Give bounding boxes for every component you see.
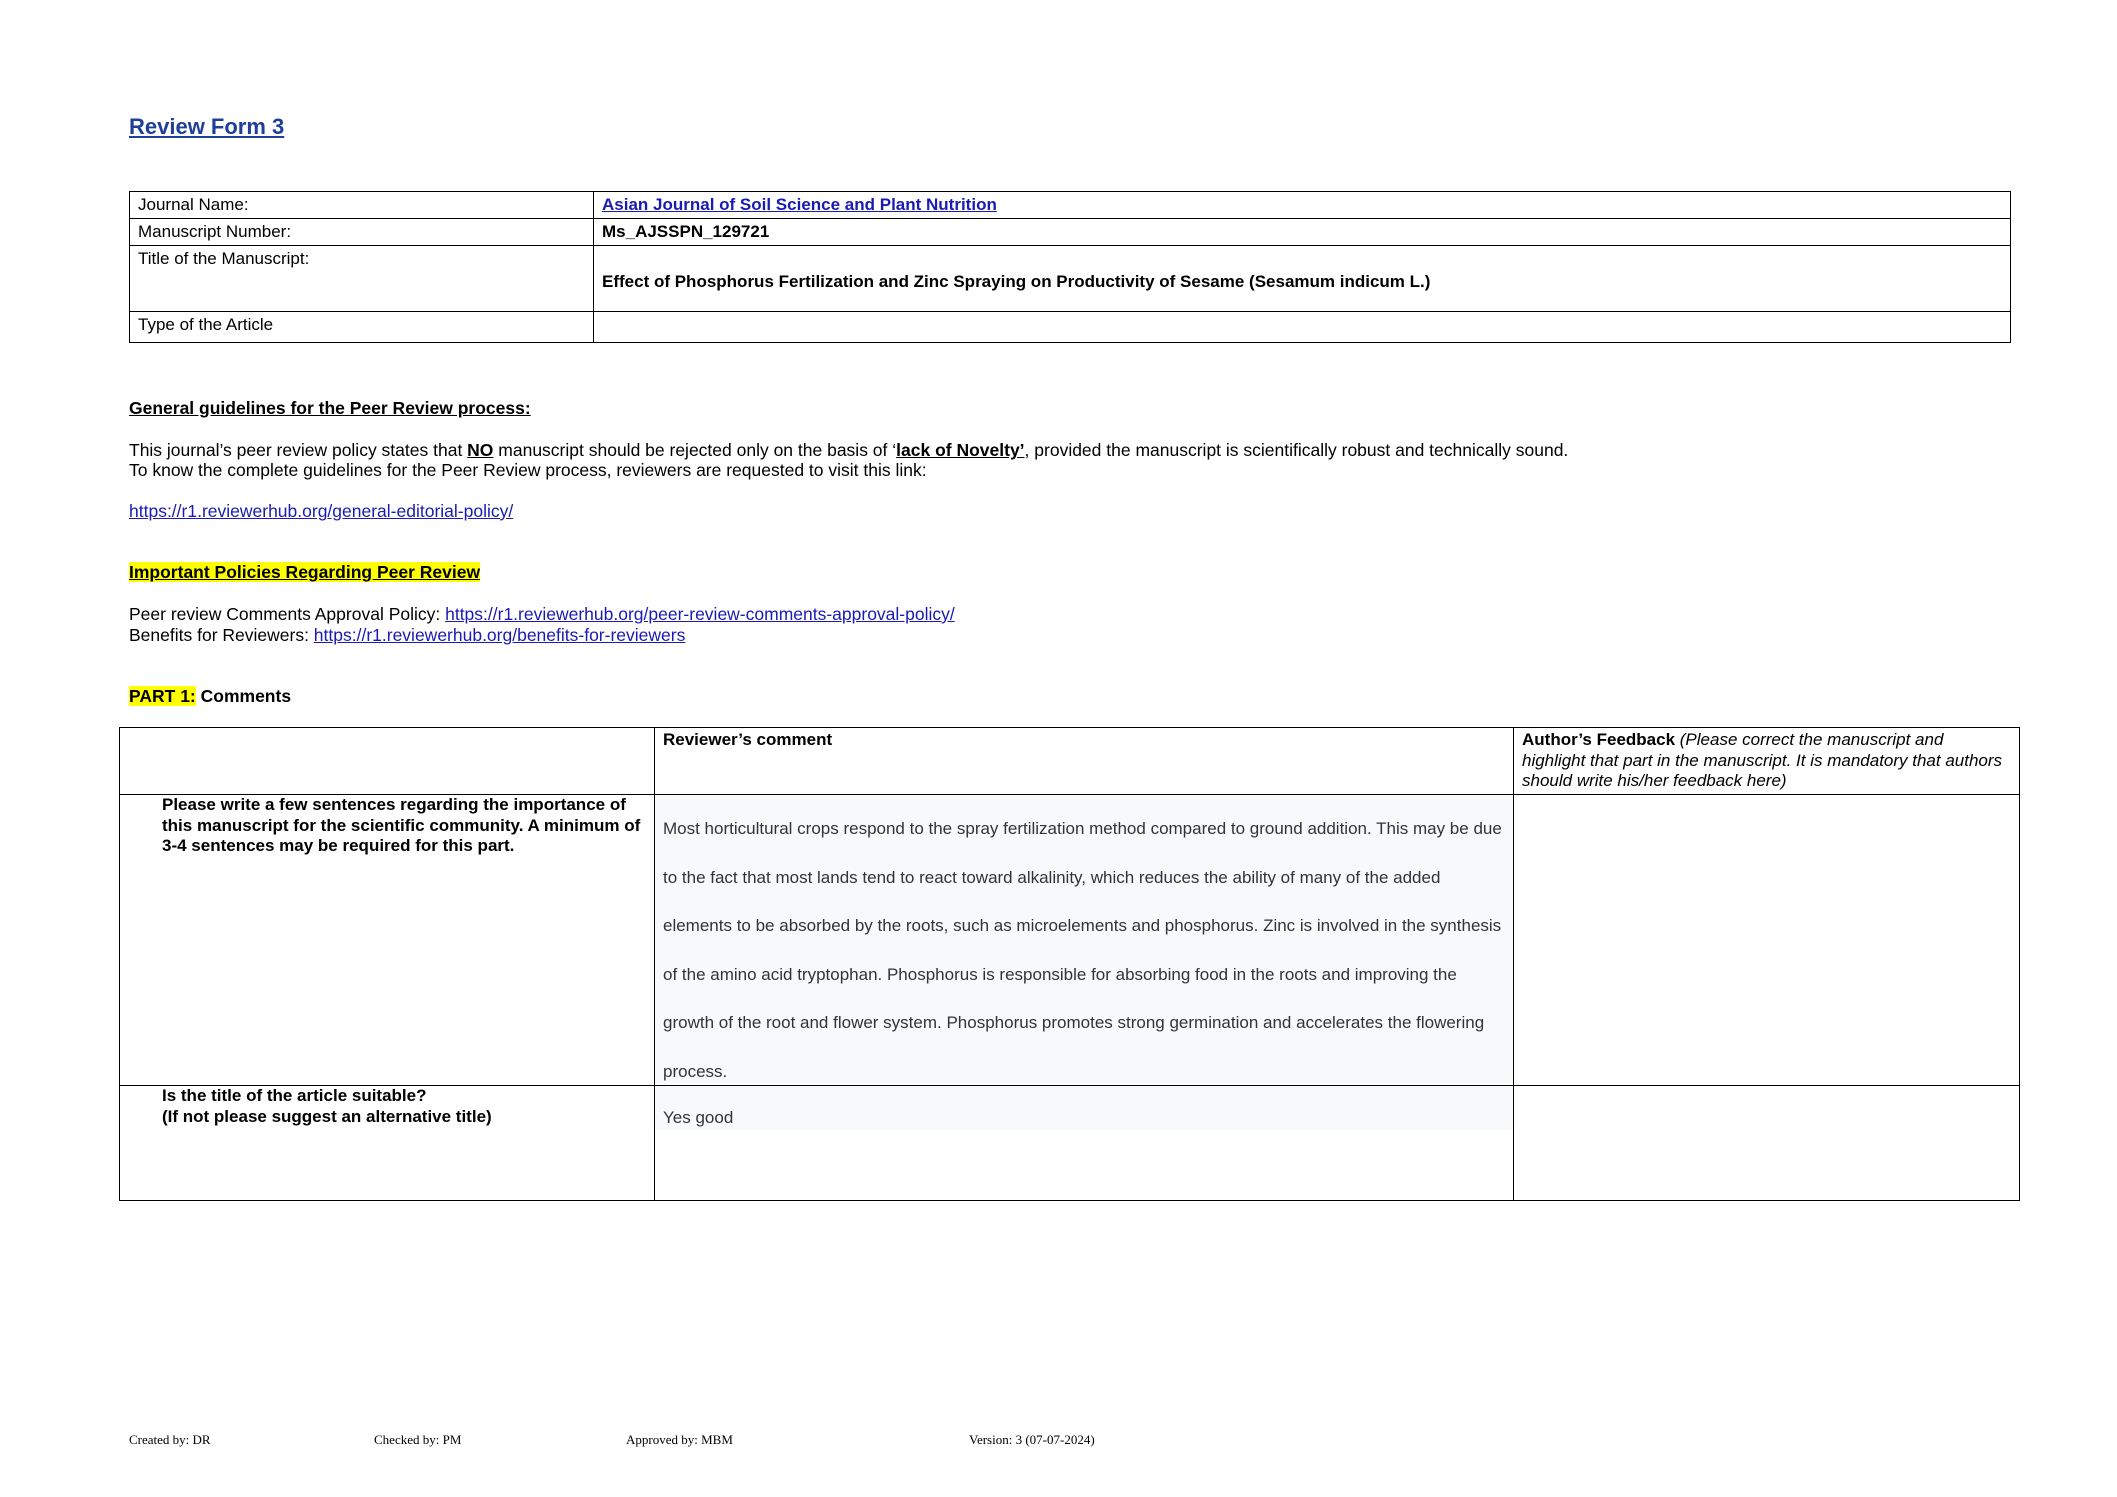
policy-text-post: , provided the manuscript is scientifically robust and technically sound. xyxy=(1024,440,1569,460)
approval-policy-line xyxy=(129,604,955,625)
table-row xyxy=(130,312,2011,343)
benefits-link[interactable]: https://r1.reviewerhub.org/benefits-for-reviewers xyxy=(313,625,686,645)
policy-no-emphasis: NO xyxy=(467,440,494,460)
reviewer-comment-header: Reviewer’s comment xyxy=(655,728,1514,795)
reviewer-comment-title: Yes good xyxy=(655,1086,1513,1130)
policies-heading xyxy=(129,562,480,583)
question-importance: Please write a few sentences regarding the importance of this manuscript for the scientific community. A minimum of 3-4 sentences may be required for this part. xyxy=(120,795,655,1086)
comments-table xyxy=(119,727,2020,1201)
policy-text-pre: This journal’s peer review policy states that xyxy=(129,440,468,460)
article-type-label: Type of the Article xyxy=(130,312,594,343)
author-feedback-cell-title[interactable] xyxy=(1514,1086,2020,1201)
approval-policy-link[interactable]: https://r1.reviewerhub.org/peer-review-comments-approval-policy/ xyxy=(445,604,955,624)
part1-label: PART 1: xyxy=(129,686,196,706)
manuscript-number-value: Ms_AJSSPN_129721 xyxy=(594,219,2011,246)
author-feedback-header xyxy=(1514,728,2020,795)
form-title[interactable]: Review Form 3 xyxy=(129,114,285,139)
guidelines-heading: General guidelines for the Peer Review process: xyxy=(129,398,531,418)
table-row xyxy=(120,1086,2020,1201)
approval-policy-label: Peer review Comments Approval Policy: xyxy=(129,604,446,624)
benefits-label: Benefits for Reviewers: xyxy=(129,625,314,645)
header-blank-cell xyxy=(120,728,655,795)
manuscript-title-label: Title of the Manuscript: xyxy=(130,246,594,312)
table-row xyxy=(130,246,2011,312)
comment-cell[interactable] xyxy=(655,1086,1514,1201)
question-title-suitable xyxy=(120,1086,655,1201)
comment-cell[interactable] xyxy=(655,795,1514,1086)
policies-heading-text: Important Policies Regarding Peer Review xyxy=(129,562,481,582)
manuscript-number-label: Manuscript Number: xyxy=(130,219,594,246)
table-row xyxy=(130,192,2011,219)
part1-title: Comments xyxy=(195,686,292,706)
footer-checked-by: Checked by: PM xyxy=(374,1432,462,1447)
table-header-row xyxy=(120,728,2020,795)
guidelines-policy-line xyxy=(129,440,1568,461)
footer-approved-by: Approved by: MBM xyxy=(626,1432,733,1447)
author-feedback-note: (Please correct the manuscript and highlight that part in the manuscript. It is mandatory that authors should write his/her feedback here) xyxy=(1522,730,2003,790)
guidelines-visit-line: To know the complete guidelines for the Peer Review process, reviewers are requested to visit this link: xyxy=(129,460,927,480)
question-title-line2: (If not please suggest an alternative title) xyxy=(162,1106,492,1126)
journal-name-link[interactable]: Asian Journal of Soil Science and Plant Nutrition xyxy=(602,195,997,214)
author-feedback-cell-importance[interactable] xyxy=(1514,795,2020,1086)
journal-name-label: Journal Name: xyxy=(130,192,594,219)
manuscript-title-value: Effect of Phosphorus Fertilization and Zinc Spraying on Productivity of Sesame (Sesamum indicum L.) xyxy=(594,246,2011,312)
question-title-line1: Is the title of the article suitable? xyxy=(162,1086,427,1105)
policy-novelty-emphasis: lack of Novelty’ xyxy=(896,440,1025,460)
article-type-value[interactable] xyxy=(594,312,2011,343)
footer-created-by: Created by: DR xyxy=(129,1432,211,1447)
table-row xyxy=(120,795,2020,1086)
benefits-line xyxy=(129,625,685,646)
editorial-policy-link[interactable]: https://r1.reviewerhub.org/general-editorial-policy/ xyxy=(129,501,514,521)
reviewer-comment-importance: Most horticultural crops respond to the spray fertilization method compared to ground addition. This may be due to the fact that most lands tend to react toward alkalinity, which reduces the ability of many of the added elements to be absorbed by the roots, such as microelements and phosphorus. Zinc is involved in the synthesis of the amino acid tryptophan. Phosphorus is responsible for absorbing food in the roots and improving the growth of the root and flower system. Phosphorus promotes strong germination and accelerates the flowering process. xyxy=(655,795,1513,1083)
author-feedback-label: Author’s Feedback xyxy=(1522,730,1676,749)
manuscript-info-table xyxy=(129,191,2011,343)
journal-name-cell xyxy=(594,192,2011,219)
footer-version: Version: 3 (07-07-2024) xyxy=(969,1432,1095,1447)
part1-heading xyxy=(129,686,291,707)
policy-text-mid: manuscript should be rejected only on the basis of ‘ xyxy=(493,440,897,460)
table-row xyxy=(130,219,2011,246)
